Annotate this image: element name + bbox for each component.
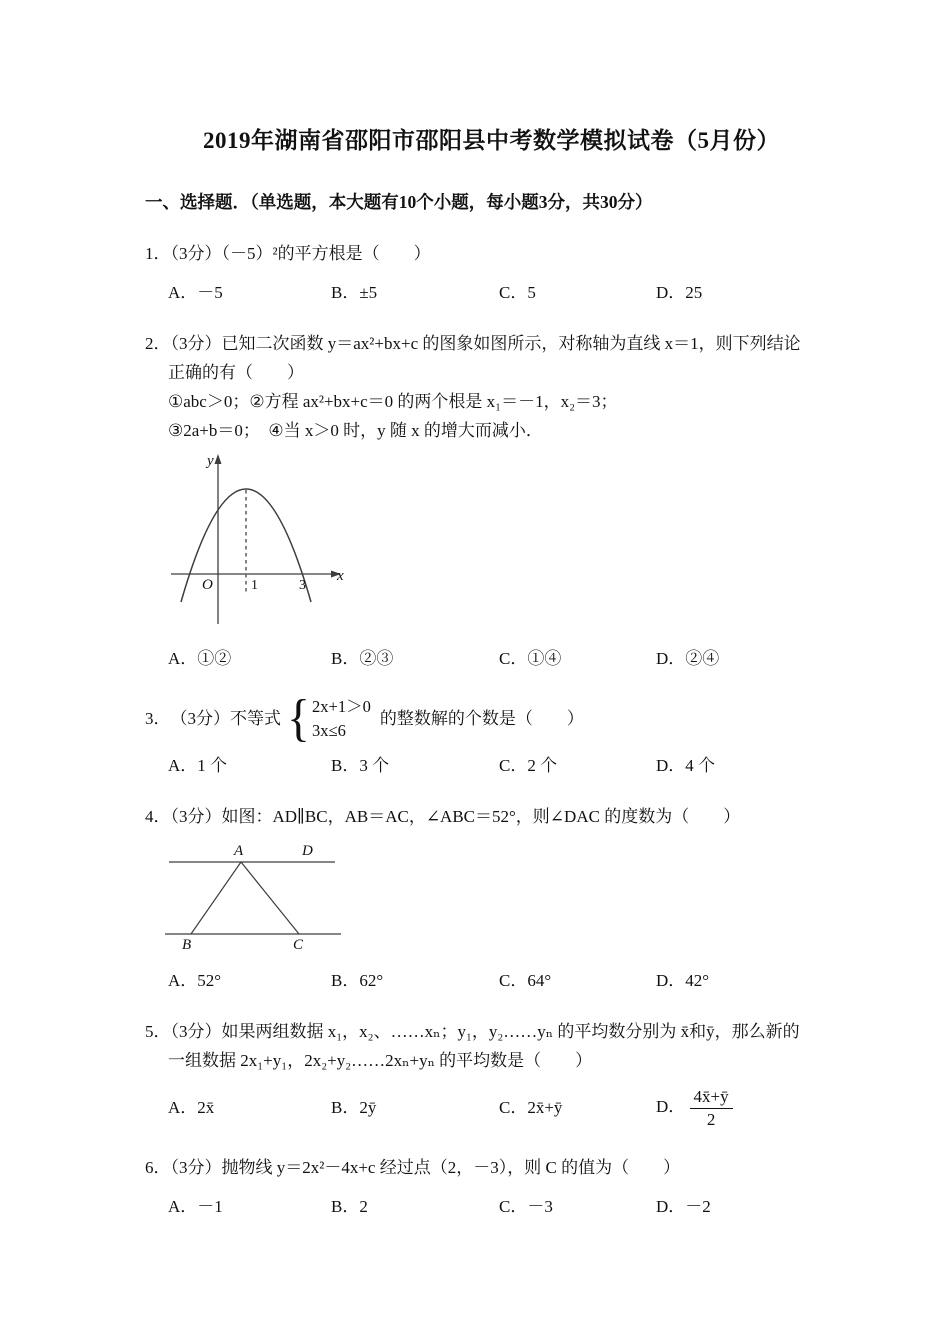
question-2	[145, 330, 838, 672]
question-5-stem-cont: 一组数据 2x₁+y₁，2x₂+y₂……2xₙ+yₙ 的平均数是（ ）	[168, 1050, 593, 1070]
option-text: ②④	[685, 648, 720, 668]
question-stem: （3分）抛物线 y＝2x²－4x+c 经过点（2，－3），则 C 的值为（ ）	[170, 1158, 681, 1178]
option-label: A．	[168, 1098, 198, 1118]
option-text: 2 个	[527, 755, 558, 775]
question-stem: （3分）如图：AD∥BC，AB＝AC，∠ABC＝52°，则∠DAC 的度数为（ ）	[170, 806, 741, 826]
option-label: C．	[499, 755, 528, 775]
option-d	[656, 279, 838, 306]
system-brace: {	[287, 689, 311, 748]
option-label: C．	[499, 970, 528, 990]
option-a	[168, 1193, 331, 1220]
option-label: A．	[168, 282, 198, 302]
option-a	[168, 645, 331, 672]
option-label: A．	[168, 648, 198, 668]
fraction-denominator: 2	[706, 1110, 716, 1129]
tick-3-label: 3	[299, 577, 306, 593]
point-d-label: D	[302, 842, 313, 859]
question-4	[145, 803, 838, 994]
option-c	[499, 645, 656, 672]
question-4-stem-line	[145, 803, 838, 832]
option-d	[656, 967, 838, 994]
section-header: 一、选择题．（单选题，本大题有10个小题，每小题3分，共30分）	[145, 192, 653, 212]
question-5-stem-line	[145, 1018, 838, 1047]
option-text: 25	[685, 282, 703, 302]
point-c-label: C	[293, 936, 304, 952]
option-a	[168, 279, 331, 306]
option-text: 1 个	[197, 755, 228, 775]
option-b	[331, 1094, 499, 1121]
option-label: C．	[499, 648, 528, 668]
question-3-stem-line	[145, 689, 838, 748]
question-stem: （3分）已知二次函数 y＝ax²+bx+c 的图象如图所示，对称轴为直线 x＝1，则下列结论	[170, 334, 801, 354]
option-text: －3	[527, 1197, 553, 1217]
option-text: 42°	[685, 970, 710, 990]
option-text: －1	[197, 1197, 223, 1217]
origin-label: O	[202, 576, 213, 593]
tick-1-label: 1	[251, 577, 258, 593]
option-label: D．	[656, 282, 686, 302]
option-text: 4 个	[685, 755, 716, 775]
question-2-stem-line	[145, 330, 838, 359]
question-6	[145, 1154, 838, 1220]
option-label: A．	[168, 1197, 198, 1217]
option-text: 2x̄+ȳ	[527, 1098, 563, 1118]
option-text: 62°	[359, 970, 384, 990]
inequality-line-2: 3x≤6	[312, 721, 346, 741]
option-label: B．	[331, 1197, 360, 1217]
side-ab	[191, 862, 241, 934]
option-text: －2	[685, 1197, 711, 1217]
option-d	[656, 1086, 838, 1131]
option-text: ①②	[197, 648, 232, 668]
option-label: B．	[331, 648, 360, 668]
question-stem-prefix: （3分）不等式	[170, 708, 281, 728]
option-c	[499, 967, 656, 994]
x-axis-label: x	[337, 567, 344, 584]
option-a	[168, 967, 331, 994]
question-1	[145, 240, 838, 306]
side-ac	[241, 862, 299, 934]
option-text: ①④	[527, 648, 562, 668]
option-text: 2ȳ	[359, 1098, 377, 1118]
point-b-label: B	[182, 936, 192, 952]
question-stem: （3分）（－5）²的平方根是（ ）	[170, 244, 431, 263]
parabola-figure-wrap	[165, 452, 838, 635]
question-4-options	[168, 967, 838, 994]
y-axis-label: y	[207, 452, 214, 469]
question-stem-suffix: 的整数解的个数是（ ）	[379, 708, 584, 728]
option-label: C．	[499, 1098, 528, 1118]
option-text: 3 个	[359, 755, 390, 775]
question-5-options	[168, 1086, 838, 1131]
option-label: C．	[499, 282, 528, 302]
question-number: 1．	[145, 244, 171, 263]
inequality-line-1: 2x+1＞0	[312, 696, 371, 716]
fraction-numerator: 4x̄+ȳ	[690, 1086, 733, 1109]
option-text: ±5	[359, 282, 378, 302]
option-c	[499, 1193, 656, 1220]
question-2-stem-cont: 正确的有（ ）	[168, 362, 304, 382]
question-number: 3．	[145, 708, 171, 728]
option-a	[168, 752, 331, 779]
option-d	[656, 645, 838, 672]
question-6-stem-line	[145, 1154, 838, 1183]
option-label: D．	[656, 970, 686, 990]
option-label: B．	[331, 282, 360, 302]
option-label: D．	[656, 648, 686, 668]
option-text: ②③	[359, 648, 394, 668]
option-label: A．	[168, 970, 198, 990]
question-number: 2．	[145, 334, 171, 354]
question-stem: （3分）如果两组数据 x₁，x₂、……xₙ；y₁，y₂……yₙ 的平均数分别为 x̄和ȳ，那么新的	[170, 1021, 800, 1041]
option-label: C．	[499, 1197, 528, 1217]
option-text: 2x̄	[197, 1098, 215, 1118]
triangle-figure-wrap	[165, 838, 838, 957]
option-c	[499, 1094, 656, 1121]
question-5	[145, 1018, 838, 1130]
option-c	[499, 279, 656, 306]
option-label: A．	[168, 755, 198, 775]
option-d	[656, 752, 838, 779]
option-text: 5	[527, 282, 536, 302]
triangle-figure	[165, 838, 350, 952]
question-1-stem-line	[145, 240, 838, 269]
question-3-options	[168, 752, 838, 779]
page-title: 2019年湖南省邵阳市邵阳县中考数学模拟试卷（5月份）	[203, 128, 780, 153]
fraction	[690, 1086, 733, 1131]
parabola-figure	[165, 452, 350, 630]
option-d	[656, 1193, 838, 1220]
option-c	[499, 752, 656, 779]
question-2-condition-1: ①abc＞0；②方程 ax²+bx+c＝0 的两个根是 x₁＝－1，x₂＝3；	[168, 391, 618, 411]
option-label: B．	[331, 970, 360, 990]
option-text: 52°	[197, 970, 222, 990]
question-number: 6．	[145, 1158, 171, 1178]
question-2-condition-2: ③2a+b＝0； ④当 x＞0 时，y 随 x 的增大而减小．	[168, 420, 543, 440]
option-a	[168, 1094, 331, 1121]
option-b	[331, 279, 499, 306]
option-label: B．	[331, 755, 360, 775]
question-2-options	[168, 645, 838, 672]
point-a-label: A	[234, 842, 244, 859]
option-label: D．	[656, 1197, 686, 1217]
option-b	[331, 752, 499, 779]
question-1-options	[168, 279, 838, 306]
option-b	[331, 1193, 499, 1220]
option-label: B．	[331, 1098, 360, 1118]
option-label: D．	[656, 1096, 686, 1116]
inequality-system	[312, 696, 371, 742]
option-text: 64°	[527, 970, 552, 990]
option-text: －5	[197, 282, 223, 302]
question-number: 4．	[145, 806, 171, 826]
option-text: 2	[359, 1197, 368, 1217]
option-label: D．	[656, 755, 686, 775]
option-b	[331, 967, 499, 994]
question-3	[145, 689, 838, 779]
question-6-options	[168, 1193, 838, 1220]
option-b	[331, 645, 499, 672]
question-number: 5．	[145, 1021, 171, 1041]
